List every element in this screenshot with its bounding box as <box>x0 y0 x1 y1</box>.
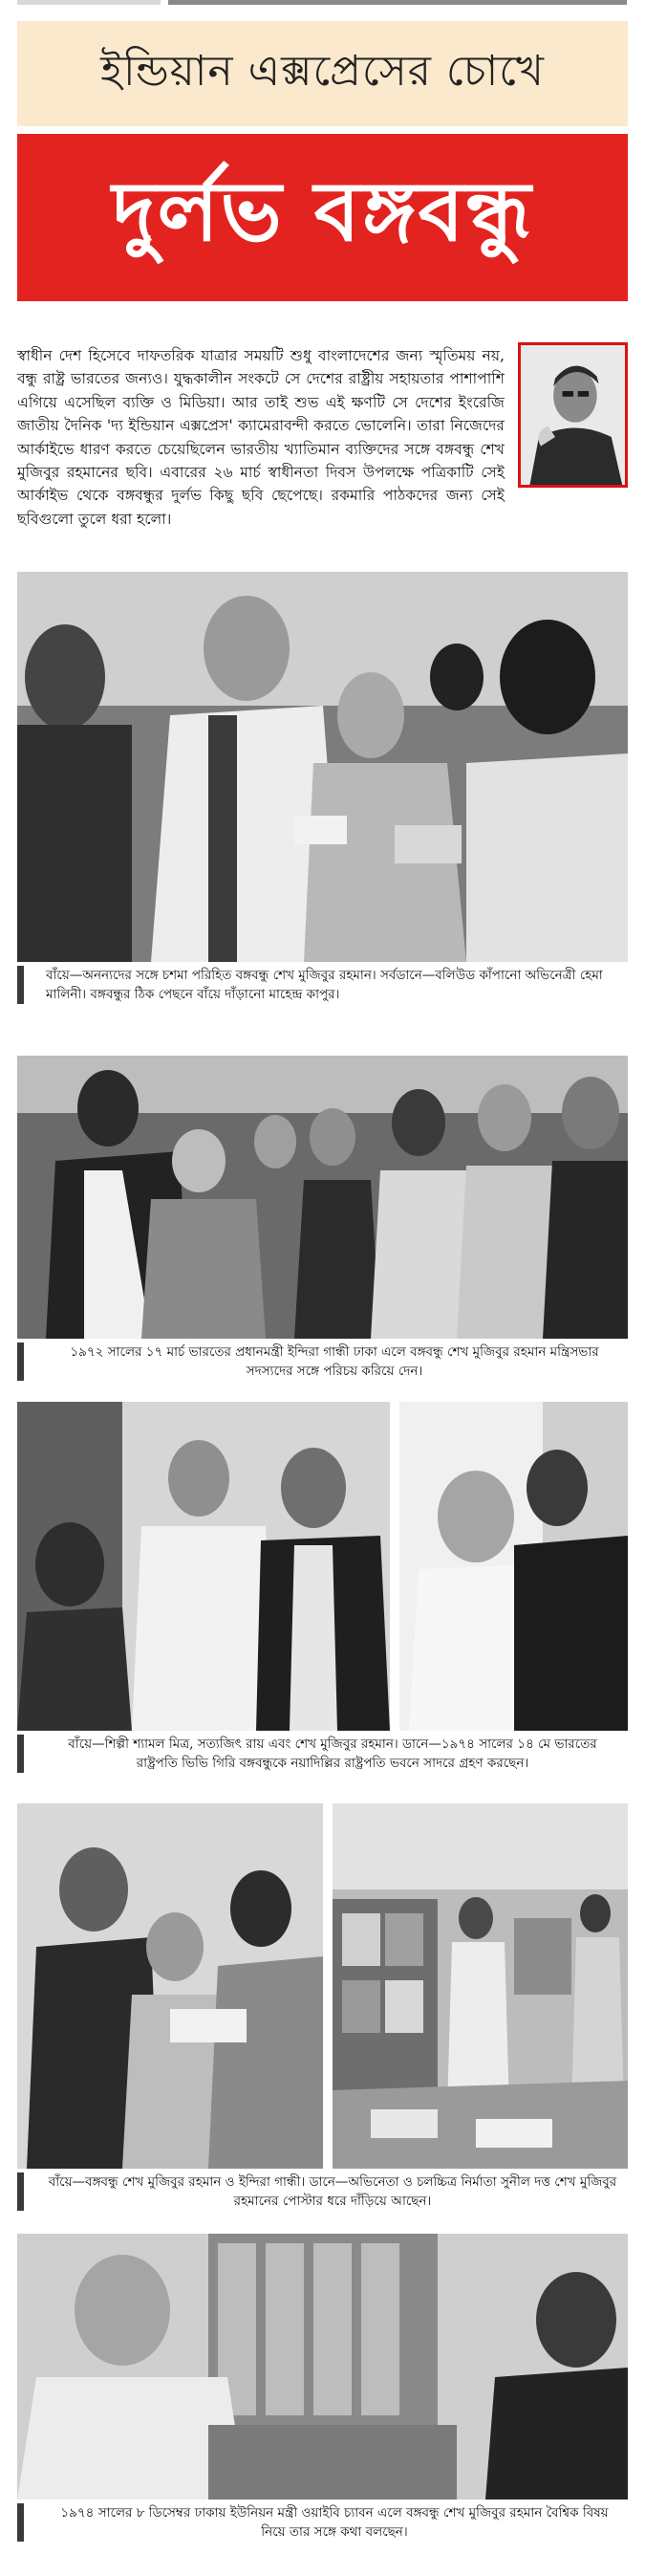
top-rule <box>0 0 645 10</box>
caption-4: বাঁয়ে—বঙ্গবন্ধু শেখ মুজিবুর রহমান ও ইন্দিরা গান্ধী। ডানে—অভিনেতা ও চলচ্চিত্র নির্মাতা সুনীল দত্ত শেখ মুজিবুর রহমানের পোস্টার ধরে দাঁড়িয়ে আছেন। <box>48 2174 617 2209</box>
caption-1: বাঁয়ে—অনন্যদের সঙ্গে চশমা পরিহিত বঙ্গবন্ধু শেখ মুজিবুর রহমান। সর্বডানে—বলিউড কাঁপানো অভিনেত্রী হেমা মালিনী। বঙ্গবন্ধুর ঠিক পেছনে বাঁয়ে দাঁড়ানো মাহেন্দ্র কাপুর। <box>46 968 603 1002</box>
photo-yb-chavan <box>17 2234 628 2500</box>
portrait-photo <box>518 342 628 488</box>
caption-2: ১৯৭২ সালের ১৭ মার্চ ভারতের প্রধানমন্ত্রী ইন্দিরা গান্ধী ঢাকা এলে বঙ্গবন্ধু শেখ মুজিবুর রহমান মন্ত্রিসভার সদস্যদের সঙ্গে পরিচয় করিয়ে দেন। <box>70 1344 599 1379</box>
photo-sunil-dutt-posters <box>333 1803 628 2169</box>
caption-3: বাঁয়ে—শিল্পী শ্যামল মিত্র, সত্যজিৎ রায় এবং শেখ মুজিবুর রহমান। ডানে—১৯৭৪ সালের ১৪ মে ভারতের রাষ্ট্রপতি ভিভি গিরি বঙ্গবন্ধুকে নয়াদিল্লির রাষ্ট্রপতি ভবনে সাদরে গ্রহণ করছেন। <box>68 1736 597 1771</box>
photo-satyajit-ray <box>17 1402 390 1731</box>
photo-indira-gandhi-cabinet <box>17 1056 628 1339</box>
caption-bar-1 <box>17 966 24 1004</box>
photo-hema-malini <box>17 572 628 962</box>
kicker-box <box>17 21 628 126</box>
caption-bar-5 <box>17 2503 24 2542</box>
headline-banner <box>17 134 628 301</box>
caption-bar-2 <box>17 1343 24 1381</box>
caption-bar-4 <box>17 2172 24 2211</box>
intro-paragraph: স্বাধীন দেশ হিসেবে দাফতরিক যাত্রার সময়টি শুধু বাংলাদেশের জন্য স্মৃতিময় নয়, বন্ধু রাষ্ট্র ভারতের জন্যও। যুদ্ধকালীন সংকটে সে দেশের রাষ্ট্রীয় সহায়তার পাশাপাশি এগিয়ে এসেছিল ব্যক্তি ও মিডিয়া। আর তাই শুভ এই ক্ষণটি সে দেশের ইংরেজি জাতীয় দৈনিক 'দ্য ইন্ডিয়ান এক্সপ্রেস' ক্যামেরাবন্দী করতে ভোলেনি। তারা নিজেদের আর্কাইভে ধারণ করতে চেয়েছিলেন ভারতীয় খ্যাতিমান ব্যক্তিদের সঙ্গে বঙ্গবন্ধু শেখ মুজিবুর রহমানের ছবি। এবারের ২৬ মার্চ স্বাধীনতা দিবস উপলক্ষে পত্রিকাটি সেই আর্কাইভ থেকে বঙ্গবন্ধুর দুর্লভ কিছু ছবি ছেপেছে। রকমারি পাঠকদের জন্য সেই ছবিগুলো তুলে ধরা হলো। <box>17 347 505 528</box>
kicker-title: ইন্ডিয়ান এক্সপ্রেসের চোখে <box>100 46 545 96</box>
photo-indira-gandhi <box>17 1803 323 2169</box>
photo-vv-giri <box>399 1402 628 1731</box>
caption-5: ১৯৭৪ সালের ৮ ডিসেম্বর ঢাকায় ইউনিয়ন মন্ত্রী ওয়াইবি চ্যাবন এলে বঙ্গবন্ধু শেখ মুজিবুর রহমান বৈশ্বিক বিষয় নিয়ে তার সঙ্গে কথা বলছেন। <box>60 2505 609 2540</box>
headline: দুর্লভ বঙ্গবন্ধু <box>112 164 533 260</box>
caption-bar-3 <box>17 1735 24 1773</box>
